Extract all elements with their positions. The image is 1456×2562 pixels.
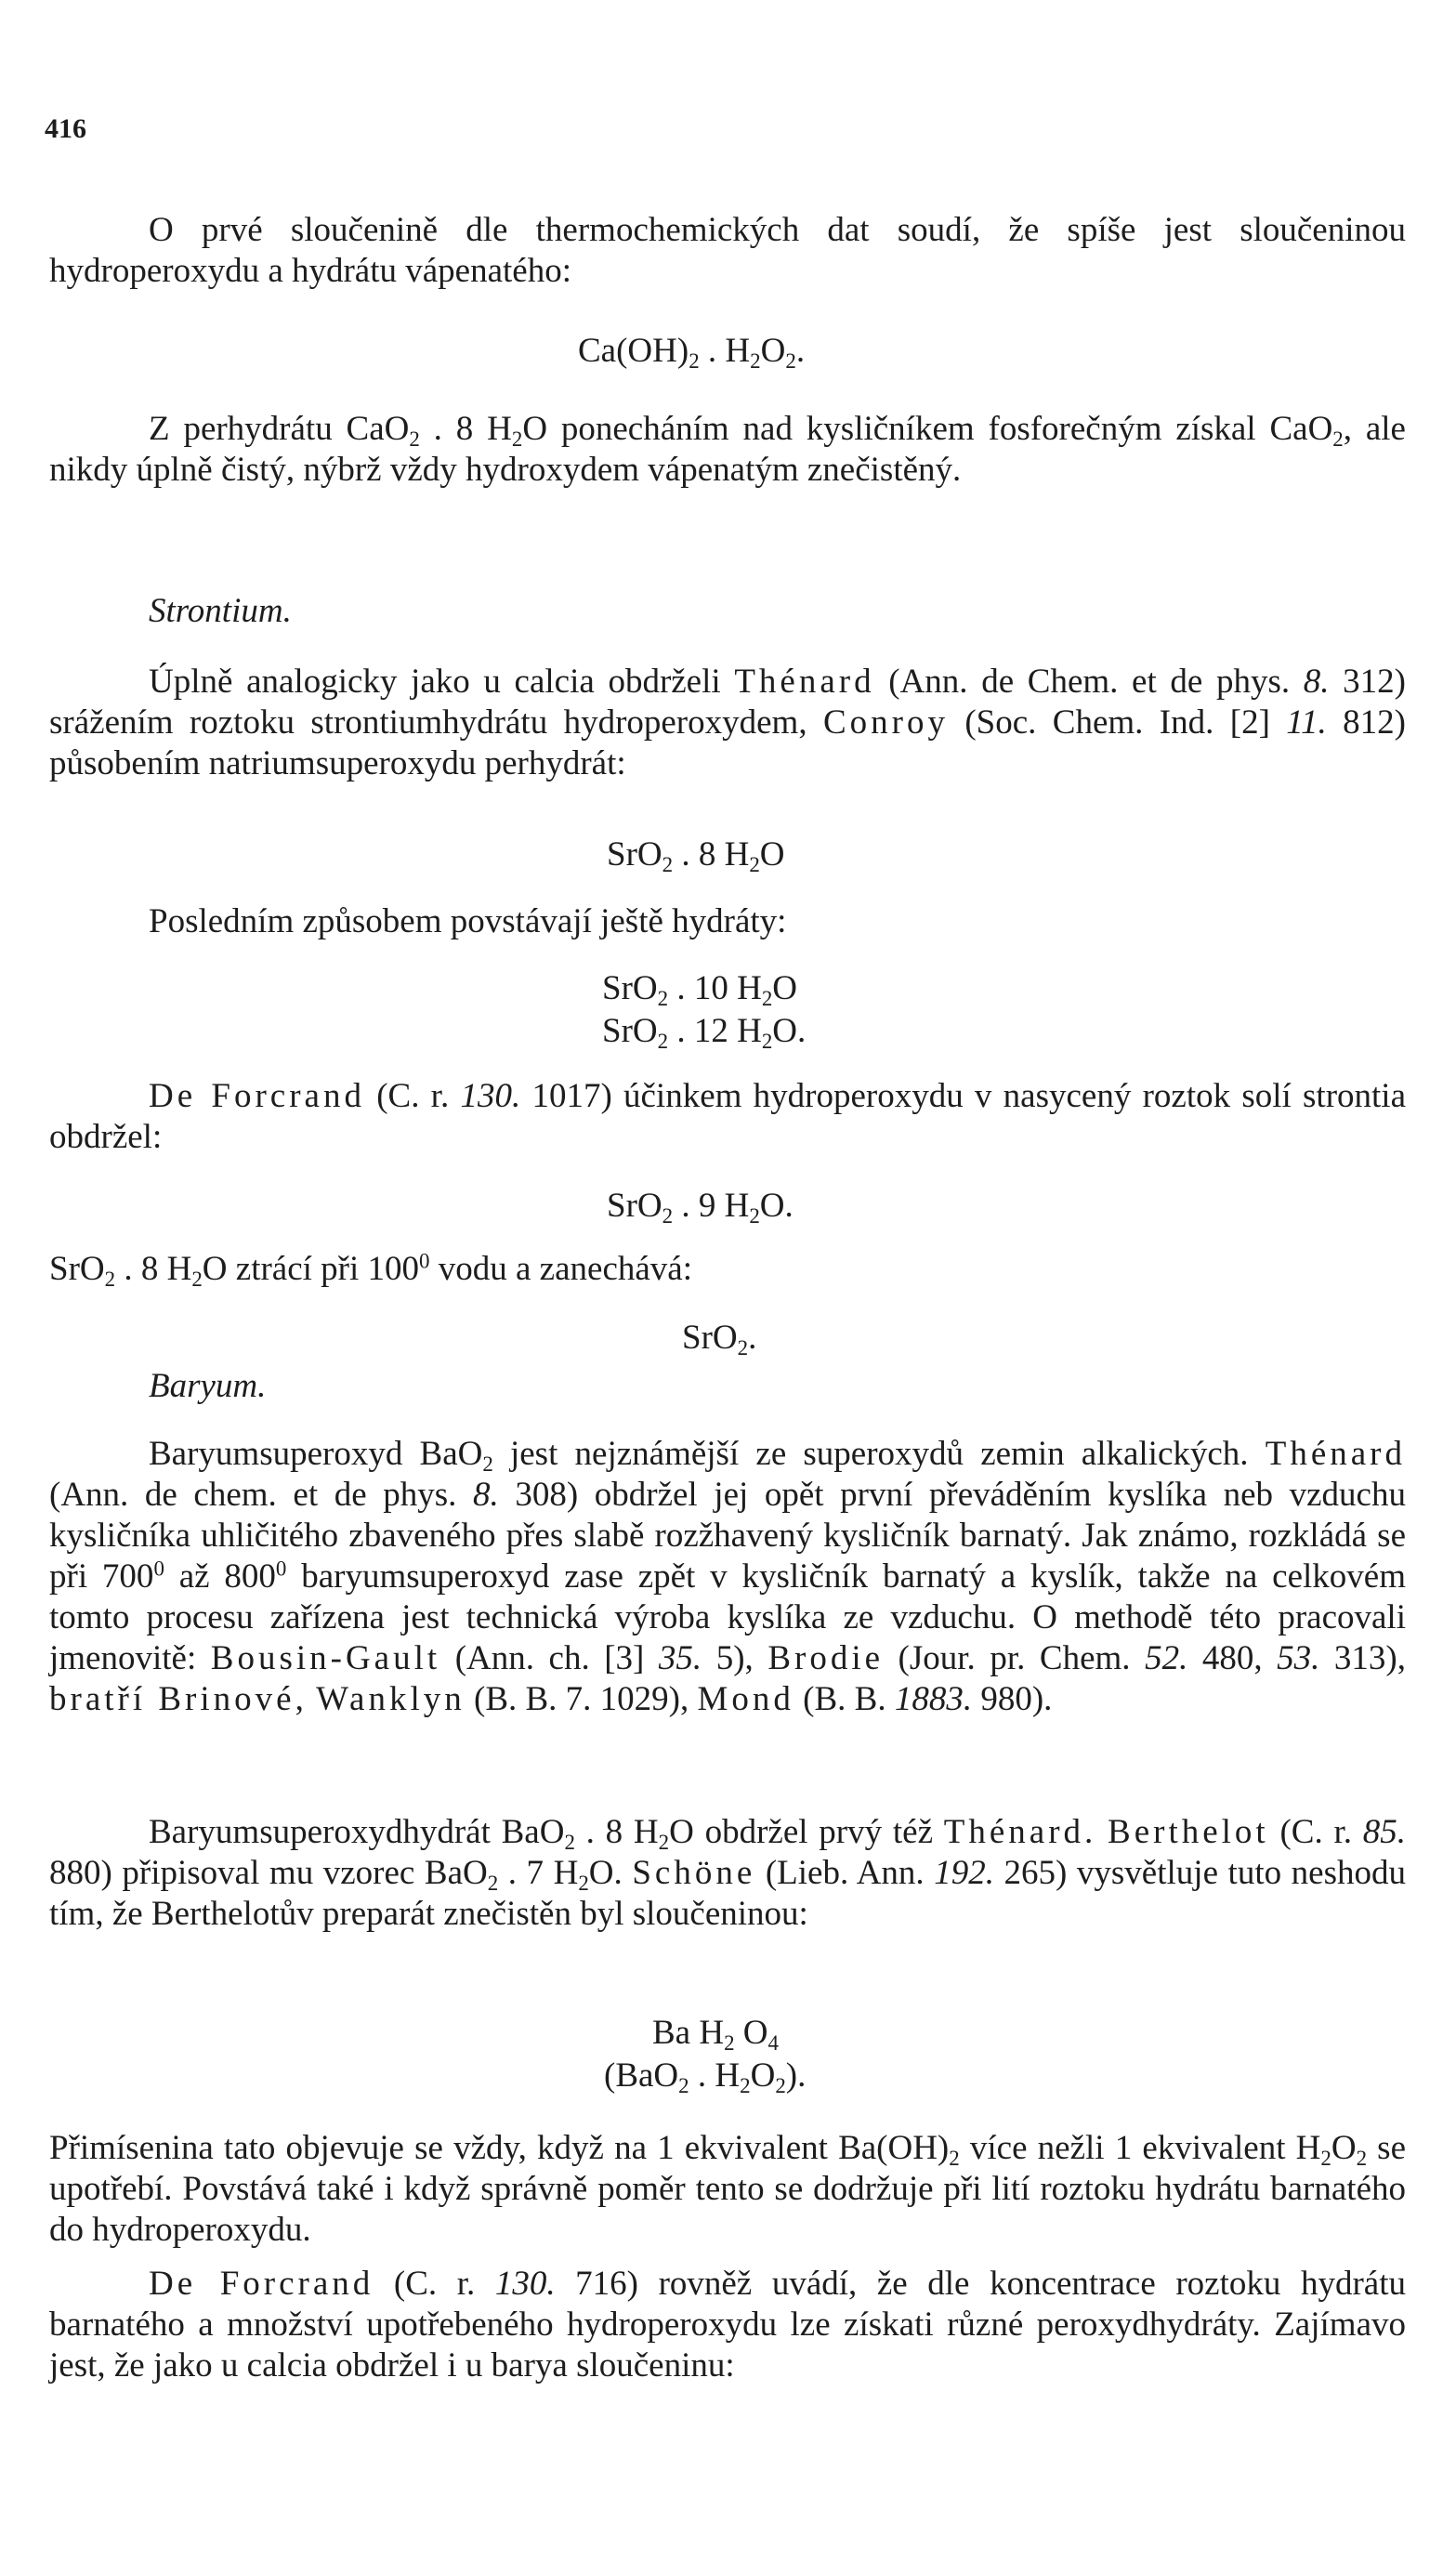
formula-bah2o4: Ba $H_2$ $O_4$ <box>652 2014 779 2055</box>
formula-bao2-h2o2: (BaO$_2$ . $H_2O_2$). <box>604 2056 807 2097</box>
paragraph-barium-superoxide-hydrate: Baryumsuperoxydhydrát BaO$_2$ . 8 $H_2O$ obdržel prvý též Thénard. Berthelot (C. r. 85. 880) připisoval mu vzorec BaO$_2$ . 7 $H_2O$. Schöne (Lieb. Ann. 192. 265) vysvětluje tuto neshodu tím, že Berthelotův preparát znečistěn byl sloučeninou: <box>49 1813 1406 1933</box>
paragraph-perhydrate-cao2: Z perhydrátu CaO$_2$ . 8 $H_2O$ ponecháním nad kysličníkem fosforečným získal CaO$_2$, ale nikdy úplně čistý, nýbrž vždy hydroxydem vápenatým znečistěný. <box>49 410 1406 489</box>
formula-sro2-8h2o: SrO$_2$ . 8 $H_2O$ <box>607 835 785 876</box>
paragraph-de-forcrand-strontium: De Forcrand (C. r. 130. 1017) účinkem hydroperoxydu v nasycený roztok solí strontia obdržel: <box>49 1077 1407 1156</box>
section-heading-strontium: Strontium. <box>149 592 292 630</box>
paragraph-barium-superoxide: Baryumsuperoxyd BaO$_2$ jest nejznámější ze superoxydů zemin alkalických. Thénard (Ann. de chem. et de phys. 8. 308) obdržel jej opět první převáděním kyslíka neb vzduchu kysličníka uhličitého zbaveného přes slabě rozžhavený kysličník barnatý. Jak známo, rozkládá se při $700^0$ až $800^0$ baryumsuperoxyd zase zpět v kysličník barnatý a kyslík, takže na celkovém tomto procesu zařízena jest technická výroba kyslíka ze vzduchu. O methodě této pracovali jmenovitě: Bousin-Gault (Ann. ch. [3] 35. 5), Brodie (Jour. pr. Chem. 52. 480, 53. 313), bratří Brinové, Wanklyn (B. B. 7. 1029), Mond (B. B. 1883. 980). <box>49 1435 1407 1718</box>
page-number: 416 <box>45 113 86 144</box>
paragraph-hydrates-intro: Posledním způsobem povstávají ještě hydráty: <box>149 902 787 940</box>
formula-sro2-10h2o: SrO$_2$ . 10 $H_2O$ <box>602 969 798 1010</box>
paragraph-strontium-preparation: Úplně analogicky jako u calcia obdrželi Thénard (Ann. de Chem. et de phys. 8. 312) srážením roztoku strontiumhydrátu hydroperoxydem, Conroy (Soc. Chem. Ind. [2] 11. 812) působením natriumsuperoxydu perhydrát: <box>49 663 1407 782</box>
formula-calcium-hydroxide-peroxide: $Ca(OH)_2$ . $H_2O_2$. <box>578 332 806 373</box>
paragraph-text: O prvé sloučenině dle thermochemických dat soudí, že spíše jest sloučeninou hydroperoxydu a hydrátu vápenatého: <box>49 211 1406 290</box>
paragraph-sro2-dehydration: SrO$_2$ . 8 $H_2O$ ztrácí při $100^0$ vodu a zanechává: <box>49 1249 692 1291</box>
formula-sro2-9h2o: SrO$_2$ . 9 $H_2O$. <box>607 1187 794 1228</box>
section-heading-baryum: Baryum. <box>149 1367 267 1405</box>
formula-sro2: SrO$_2$. <box>682 1319 757 1360</box>
paragraph-admixture: Přimísenina tato objevuje se vždy, když na 1 ekvivalent $Ba(OH)_2$ více nežli 1 ekvivalent $H_2O_2$ se upotřebí. Povstává také i když správně poměr tento se dodržuje při lití roztoku hydrátu barnatého do hydroperoxydu. <box>49 2129 1407 2249</box>
paragraph-de-forcrand-barium: De Forcrand (C. r. 130. 716) rovněž uvádí, že dle koncentrace roztoku hydrátu barnatého a množství upotřebeného hydroperoxydu lze získati různé peroxydhydráty. Zajímavo jest, že jako u calcia obdržel i u barya sloučeninu: <box>49 2265 1406 2385</box>
formula-sro2-12h2o: SrO$_2$ . 12 $H_2O$. <box>602 1012 807 1053</box>
paragraph-calcium-conclusion <box>49 210 1406 292</box>
